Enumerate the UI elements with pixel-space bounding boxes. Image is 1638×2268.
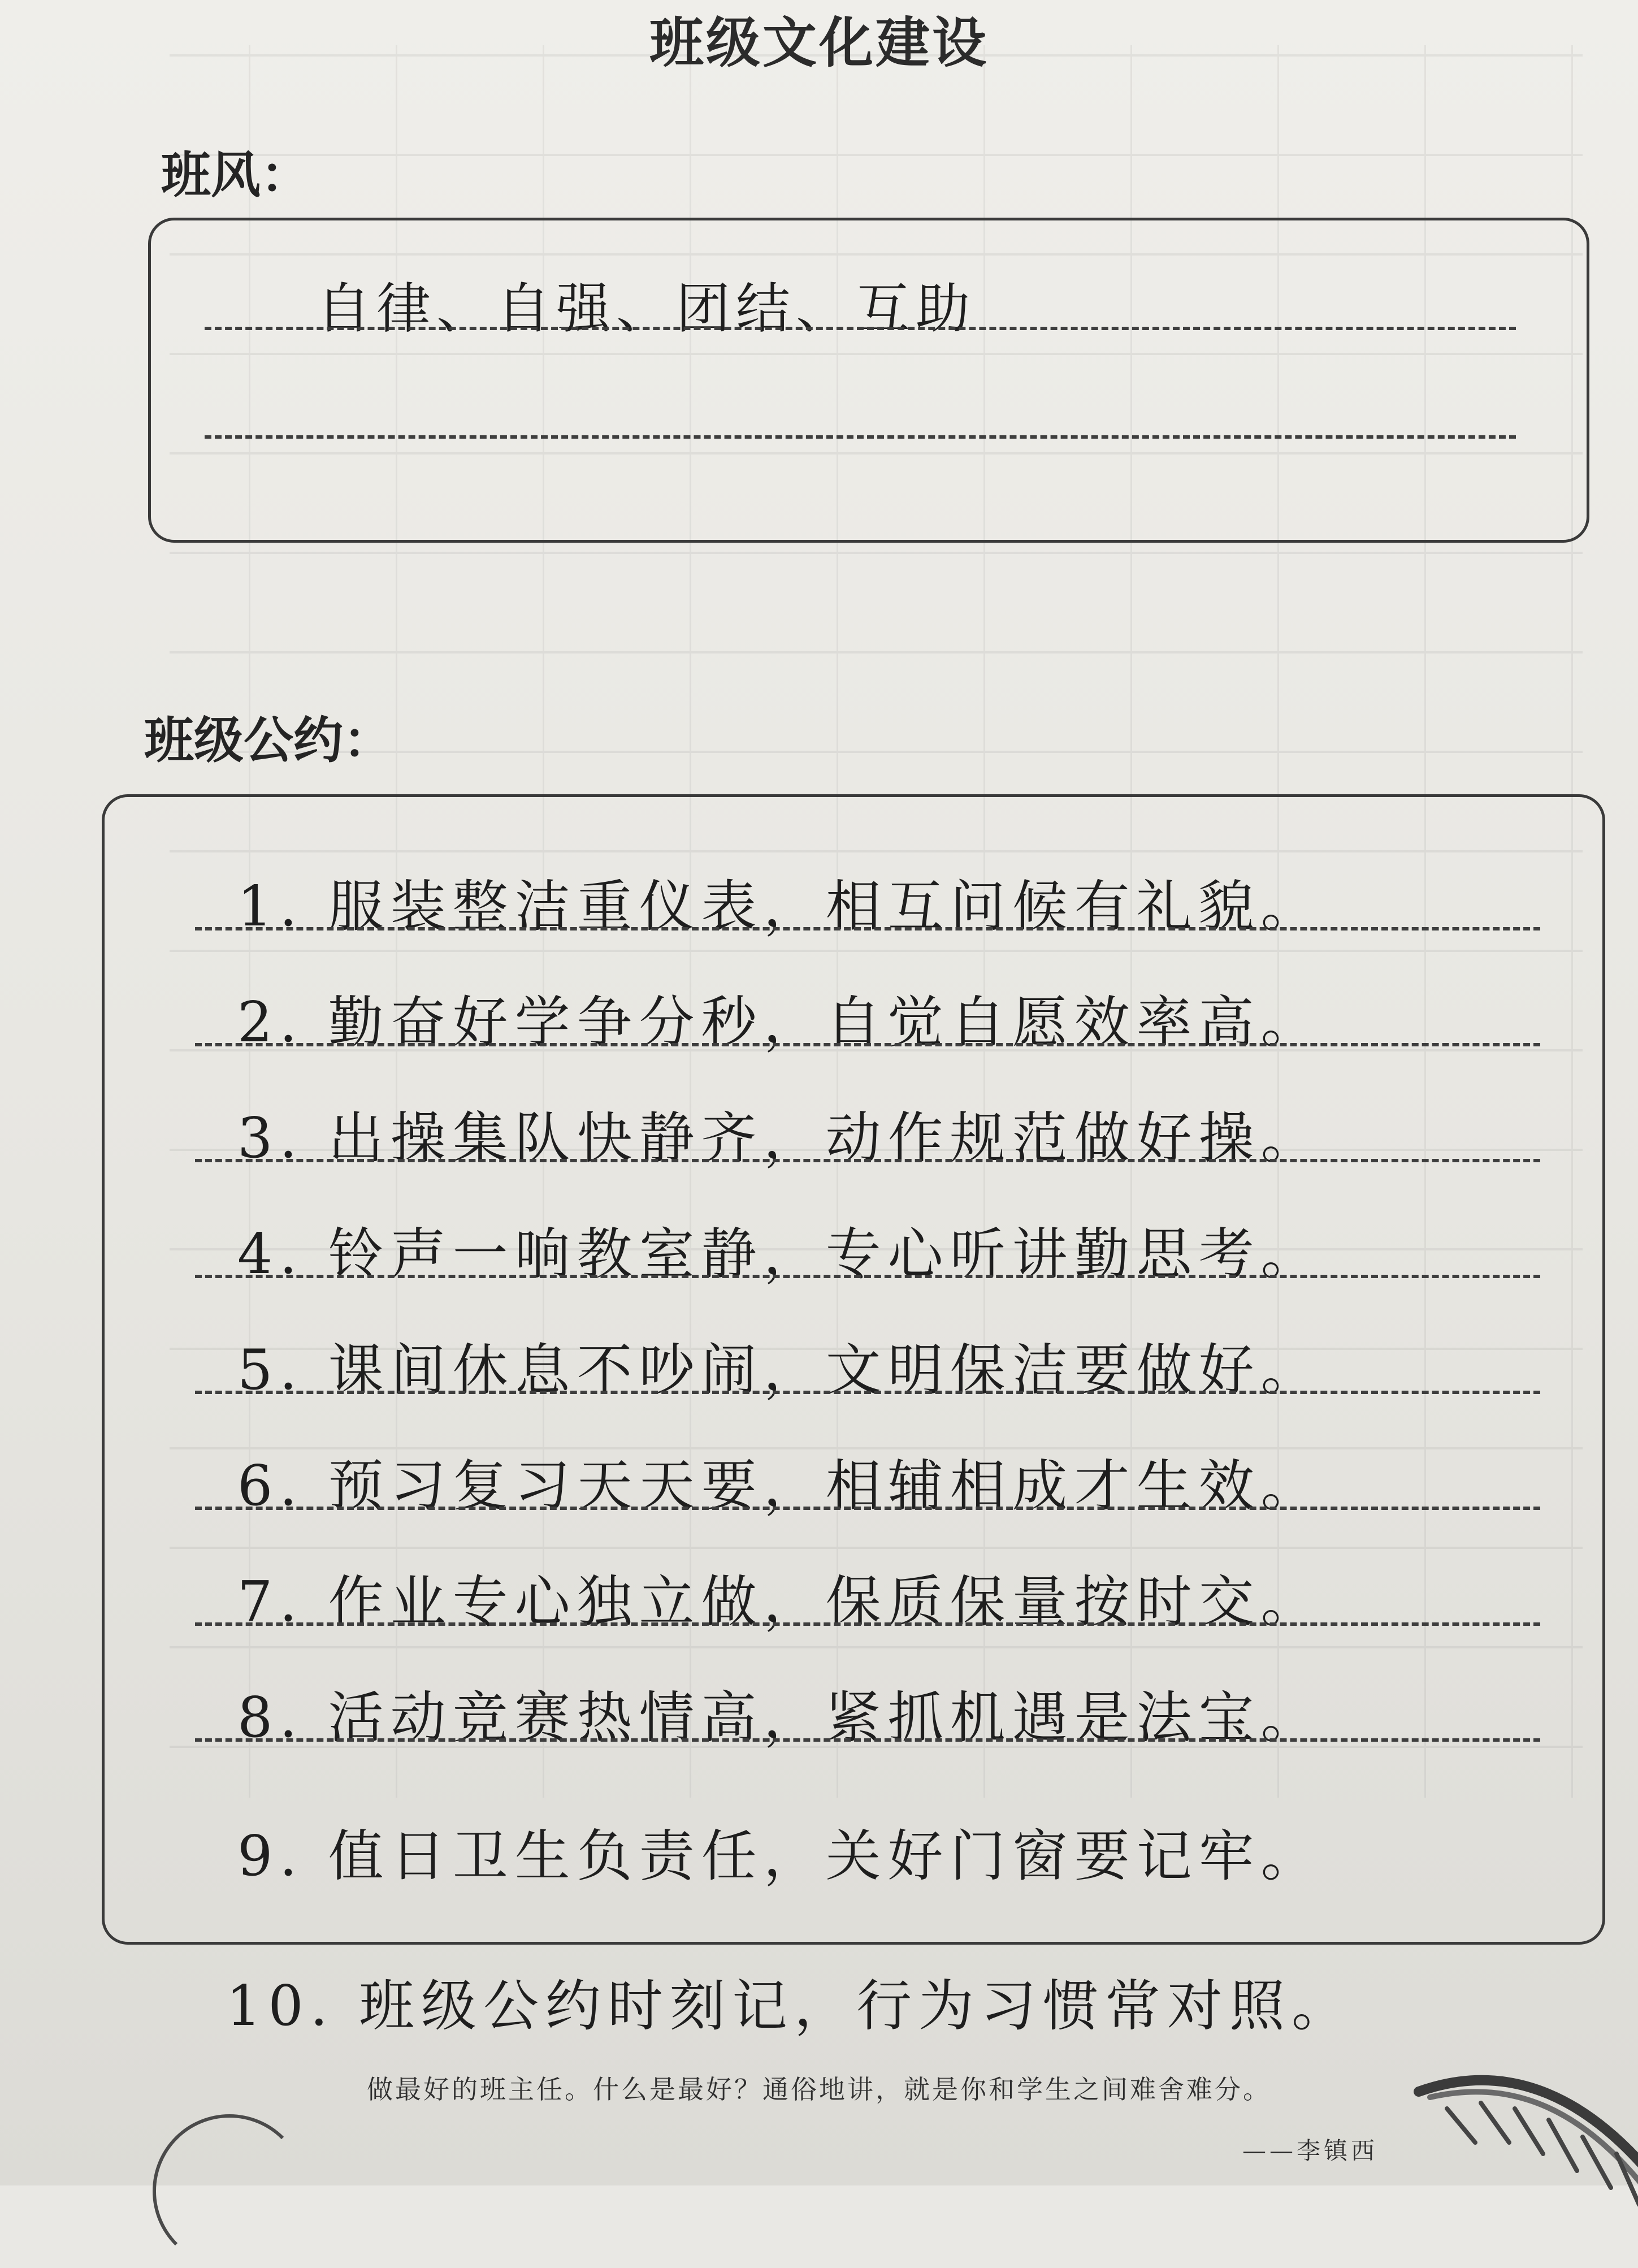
dashed-rule: [195, 1622, 1540, 1626]
footer-quote: 做最好的班主任。什么是最好？通俗地讲，就是你和学生之间难舍难分。: [367, 2074, 1271, 2105]
dashed-rule: [195, 1738, 1540, 1742]
convention-item: 8. 活动竞赛热情高，紧抓机遇是法宝。: [237, 1686, 1323, 1750]
convention-item: 1. 服装整洁重仪表，相互问候有礼貌。: [237, 875, 1323, 939]
dashed-rule: [195, 1391, 1540, 1394]
class-style-label: 班风：: [161, 146, 311, 204]
dashed-rule: [195, 1159, 1540, 1162]
dashed-rule: [195, 1275, 1540, 1278]
decorative-circle: [153, 2114, 306, 2268]
decorative-feather-icon: [1407, 2058, 1638, 2244]
convention-item: 3. 出操集队快静齐，动作规范做好操。: [237, 1106, 1323, 1171]
convention-item: 9. 值日卫生负责任，关好门窗要记牢。: [237, 1824, 1323, 1889]
page-title: 班级文化建设: [649, 11, 989, 75]
dashed-rule: [205, 327, 1516, 330]
convention-item: 6. 预习复习天天要，相辅相成才生效。: [237, 1454, 1323, 1518]
convention-item: 7. 作业专心独立做，保质保量按时交。: [237, 1570, 1323, 1634]
dashed-rule: [195, 1507, 1540, 1510]
dashed-rule: [195, 927, 1540, 930]
footer-author: ——李镇西: [1242, 2137, 1378, 2165]
convention-item: 4. 铃声一响教室静，专心听讲勤思考。: [237, 1222, 1323, 1287]
dashed-rule: [195, 1043, 1540, 1046]
dashed-rule: [205, 435, 1516, 439]
convention-item: 5. 课间休息不吵闹，文明保洁要做好。: [237, 1338, 1323, 1403]
class-convention-label: 班级公约：: [144, 711, 393, 769]
class-style-text: 自律、自强、团结、互助: [317, 277, 976, 340]
convention-item: 2. 勤奋好学争分秒，自觉自愿效率高。: [237, 990, 1323, 1055]
convention-item: 10. 班级公约时刻记，行为习惯常对照。: [226, 1974, 1354, 2038]
